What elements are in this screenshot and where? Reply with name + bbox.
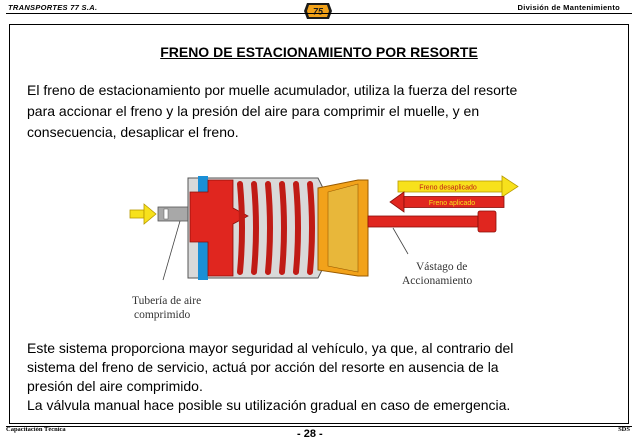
air-label-line-1: Tubería de aire	[132, 295, 202, 307]
page-number: - 28 -	[297, 428, 323, 440]
inlet-fitting	[158, 207, 188, 221]
air-inlet-arrow	[130, 204, 156, 224]
applied-label: Freno aplicado	[428, 200, 476, 207]
air-leader-line	[163, 221, 180, 280]
body-line: presión del aire comprimido.	[27, 378, 203, 394]
body-line: Este sistema proporciona mayor seguridad al vehículo, ya que, al contrario del	[27, 340, 514, 356]
footer-department: Capacitación Técnica	[6, 426, 66, 433]
air-label-line-2: comprimido	[134, 309, 191, 321]
header-rule	[6, 13, 632, 14]
released-label: Freno desaplicado	[419, 184, 477, 192]
footer-rule	[6, 426, 632, 427]
body-line: La válvula manual hace posible su utilización gradual en caso de emergencia.	[27, 397, 511, 413]
body-line: sistema del freno de servicio, actuá por acción del resorte en ausencia de la	[27, 359, 499, 375]
page-header	[0, 0, 638, 20]
division-name: División de Mantenimiento	[517, 3, 620, 12]
logo-text: 75	[312, 6, 324, 17]
rod-leader-line	[393, 228, 408, 254]
page-title	[0, 44, 638, 60]
company-logo	[303, 2, 333, 20]
page-title-text: FRENO DE ESTACIONAMIENTO POR RESORTE	[160, 44, 478, 60]
intro-paragraph	[27, 80, 617, 143]
intro-line: El freno de estacionamiento por muelle acumulador, utiliza la fuerza del resorte	[27, 82, 518, 98]
push-rod	[368, 216, 478, 227]
released-arrow	[398, 176, 518, 197]
company-name: TRANSPORTES 77 S.A.	[8, 3, 98, 12]
rod-label-line-1: Vástago de	[416, 261, 468, 273]
intro-line: para accionar el freno y la presión del aire para comprimir el muelle, y en	[27, 103, 480, 119]
footer-code: SDS	[618, 426, 630, 433]
rod-label-line-2: Accionamiento	[402, 275, 473, 287]
spring-brake-diagram	[118, 158, 528, 328]
intro-line: consecuencia, desaplicar el freno.	[27, 124, 239, 140]
body-paragraph	[27, 339, 617, 415]
applied-arrow	[390, 192, 504, 212]
